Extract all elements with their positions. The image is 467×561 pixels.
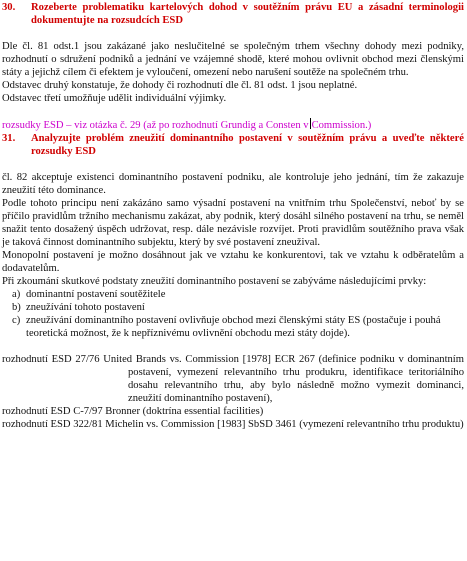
section-31-paragraph-2: Podle tohoto principu není zakázáno samo výsadní postavení na vnitřním trhu Společenství, neboť by se příčilo pravidlům tržního mechanismu zakázat, aby podnik, který dosáhl silného postavení na trhu, se neměl snažit tento dosažený úspěch udržovat, resp. dále nezávisle rozvíjet. Proti pravidlům soutěžního prava však je taková činnost dominantního subjektu, který by své postavení zneužival. xyxy=(2,198,464,248)
section-31-paragraph-1: čl. 82 akceptuje existenci dominantního postavení podniku, ale kontroluje jeho jednání, tím že zakazuje zneužití této dominance. xyxy=(2,172,464,196)
section-30-paragraph-3: Odstavec třetí umožňuje udělit individuální výjimky. xyxy=(2,93,227,104)
spacer xyxy=(2,340,464,353)
case-bronner: rozhodnutí ESD C-7/97 Bronner (doktrína essential facilities) xyxy=(2,406,264,417)
list-item xyxy=(12,301,464,314)
case-michelin: rozhodnutí ESD 322/81 Michelin vs. Commission [1983] SbSD 3461 (vymezení relevantního trhu produktu) xyxy=(2,419,464,430)
case-united-brands: rozhodnutí ESD 27/76 United Brands vs. Commission [1978] ECR 267 (definice podniku v dominantním postavení, vymezení relevantního trhu produkru, identifikace teritoriálního dosahu relevantního trhu, aby bylo následně možno vymezit dominanci, zneužití dominantního postavení), xyxy=(2,354,464,404)
list-item xyxy=(12,288,464,301)
list-item xyxy=(12,314,464,340)
list-item-text: zneužívání dominantního postavení ovlivňuje obchod mezi členskými státy ES (postačuje i pouhá teoretická možnost, že k nepříznivému ovlivnění obchodu mezi státy dojde). xyxy=(26,315,441,339)
section-31-paragraph-4: Při zkoumání skutkové podstaty zneužití dominantního postavení se zabýváme následujícími prvky: xyxy=(2,276,427,287)
spacer xyxy=(2,27,464,40)
document-page xyxy=(2,1,464,431)
cross-reference-line xyxy=(2,118,464,132)
section-31-title: Analyzujte problém zneužití dominantního postavení v soutěžním právu a uveďte některé rozsudky ESD xyxy=(31,133,464,157)
list-item-text: zneužívání tohoto postavení xyxy=(26,302,145,313)
cross-reference-text-start: rozsudky ESD – viz otázka č. 29 (až po rozhodnutí Grundig a Consten v xyxy=(2,120,309,131)
list-item-label: b) xyxy=(12,302,21,313)
spacer xyxy=(2,105,464,118)
spacer xyxy=(2,158,464,171)
section-31-paragraph-3: Monopolní postavení je možno dosáhnout jak ve vztahu ke konkurentovi, tak ve vztahu k odběratelům a dodavatelům. xyxy=(2,250,464,274)
cross-reference-text-end: Commission.) xyxy=(311,120,372,131)
section-30-paragraph-1: Dle čl. 81 odst.1 jsou zakázané jako neslučitelné se společným trhem všechny dohody mezi podniky, rozhodnutí o sdružení podniků a jednání ve vzájemné shodě, které mohou ovlivnit obchod mezi členskými státy a jejichž cílem či efektem je vyloučení, omezení nebo narušení soutěže na společném trhu. xyxy=(2,41,464,78)
list-item-label: c) xyxy=(12,315,21,326)
section-30-paragraph-2: Odstavec druhý konstatuje, že dohody či rozhodnutí dle čl. 81 odst. 1 jsou neplatné. xyxy=(2,80,358,91)
section-31-heading xyxy=(2,132,464,158)
section-30-title: Rozeberte problematiku kartelových dohod v soutěžním právu EU a zásadní terminologii dokumentujte na rozsudcích ESD xyxy=(31,2,464,26)
list-item-label: a) xyxy=(12,289,21,300)
section-30-heading xyxy=(2,1,464,27)
text-cursor xyxy=(310,118,311,129)
section-31-number: 31. xyxy=(2,133,16,144)
list-item-text: dominantní postavení soutěžitele xyxy=(26,289,166,300)
section-30-number: 30. xyxy=(2,2,16,13)
elements-list xyxy=(2,288,464,340)
